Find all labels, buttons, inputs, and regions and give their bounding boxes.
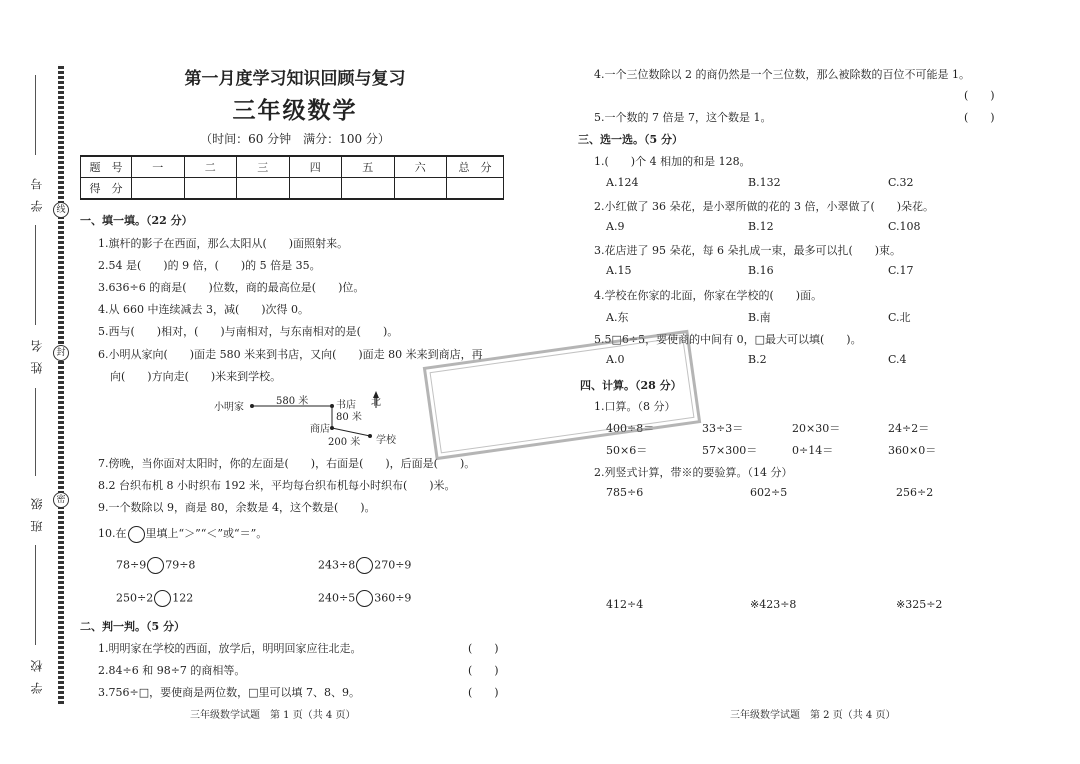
compare-left: 78÷9 (116, 558, 147, 572)
oral-item: 0÷14＝ (792, 444, 834, 457)
vertical-item: 256÷2 (896, 486, 934, 499)
compare-left: 250÷2 (116, 591, 154, 605)
school-label: 学校 (30, 650, 44, 694)
question-1-3: 3.636÷6 的商是( )位数，商的最高位是( )位。 (98, 281, 365, 294)
answer-paren[interactable]: ( ) (964, 89, 995, 102)
choice-option-b[interactable]: B.16 (748, 264, 774, 277)
binding-mark-secret: 密 (53, 492, 69, 508)
binding-mark-seal: 封 (53, 345, 69, 361)
footer-page-1: 三年级数学试题 第 1 页（共 4 页） (190, 710, 356, 721)
compare-circle[interactable] (356, 557, 373, 574)
oral-item: 50×6＝ (606, 444, 648, 457)
section2-heading: 二、判一判。（5 分） (80, 620, 185, 633)
oral-calc-heading: 1.口算。（8 分） (594, 400, 676, 413)
oral-item: 20×30＝ (792, 422, 841, 435)
choice-option-b[interactable]: B.132 (748, 176, 781, 189)
binding-rule (35, 388, 36, 476)
choice-option-b[interactable]: B.南 (748, 311, 771, 324)
map-school: 学校 (376, 435, 396, 446)
oral-item: 57×300＝ (702, 444, 758, 457)
judge-item-2: 2.84÷6 和 98÷7 的商相等。 (98, 664, 246, 677)
choice-option-a[interactable]: A.东 (606, 311, 629, 324)
score-input-cell[interactable] (394, 178, 447, 200)
choice-option-c[interactable]: C.北 (888, 311, 911, 324)
map-north: 北 (371, 397, 381, 408)
judge-item-5: 5.一个数的 7 倍是 7，这个数是 1。 (594, 111, 772, 124)
section3-heading: 三、选一选。（5 分） (578, 133, 683, 146)
score-header-cell: 总 分 (447, 156, 504, 178)
vertical-calc-heading: 2.列竖式计算，带※的要验算。（14 分） (594, 466, 793, 479)
score-header-cell: 四 (289, 156, 342, 178)
compare-right: 122 (172, 591, 194, 605)
question-1-7: 7.傍晚，当你面对太阳时，你的左面是( )，右面是( )，后面是( )。 (98, 457, 476, 470)
score-input-cell[interactable] (447, 178, 504, 200)
choice-question-2: 2.小红做了 36 朵花，是小翠所做的花的 3 倍，小翠做了( )朵花。 (594, 200, 935, 213)
compare-item (318, 557, 411, 574)
question-1-10-prefix: 10.在 (98, 527, 127, 540)
choice-option-b[interactable]: B.2 (748, 353, 767, 366)
vertical-item: ※423÷8 (750, 598, 797, 611)
score-header-cell: 二 (184, 156, 237, 178)
vertical-item: 602÷5 (750, 486, 788, 499)
score-header-cell: 六 (394, 156, 447, 178)
score-header-cell: 三 (237, 156, 290, 178)
score-table (80, 155, 504, 200)
choice-option-a[interactable]: A.0 (606, 353, 625, 366)
name-label: 姓名 (30, 330, 44, 374)
question-1-1: 1.旗杆的影子在西面，那么太阳从( )面照射来。 (98, 237, 349, 250)
compare-left: 243÷8 (318, 558, 356, 572)
map-bookstore: 书店 (336, 400, 356, 411)
compare-item (318, 590, 411, 607)
question-1-4: 4.从 660 中连续减去 3，减( )次得 0。 (98, 303, 310, 316)
choice-option-a[interactable]: A.124 (606, 176, 639, 189)
map-shop: 商店 (310, 424, 330, 435)
compare-circle[interactable] (356, 590, 373, 607)
choice-question-1: 1.( )个 4 相加的和是 128。 (594, 155, 751, 168)
compare-circle (128, 526, 145, 543)
choice-question-4: 4.学校在你家的北面，你家在学校的( )面。 (594, 289, 823, 302)
compare-left: 240÷5 (318, 591, 356, 605)
score-header-cell: 一 (132, 156, 185, 178)
choice-option-b[interactable]: B.12 (748, 220, 774, 233)
vertical-item: 785÷6 (606, 486, 644, 499)
vertical-item: ※325÷2 (896, 598, 943, 611)
choice-option-c[interactable]: C.108 (888, 220, 921, 233)
compare-circle[interactable] (154, 590, 171, 607)
question-1-6: 6.小明从家向( )面走 580 米来到书店，又向( )面走 80 米来到商店，再 (98, 348, 483, 361)
map-distance-2: 80 米 (336, 412, 362, 423)
compare-right: 79÷8 (165, 558, 196, 572)
section1-heading: 一、填一填。（22 分） (80, 214, 193, 227)
student-id-label: 学号 (30, 168, 44, 212)
map-distance-3: 200 米 (328, 437, 361, 448)
choice-question-5: 5.5□6÷5，要使商的中间有 0，□最大可以填( )。 (594, 333, 862, 346)
score-input-cell[interactable] (184, 178, 237, 200)
choice-option-c[interactable]: C.4 (888, 353, 907, 366)
section4-heading: 四、计算。（28 分） (580, 379, 682, 392)
compare-right: 360÷9 (374, 591, 412, 605)
question-1-9: 9.一个数除以 9，商是 80，余数是 4，这个数是( )。 (98, 501, 376, 514)
map-home: 小明家 (214, 402, 244, 413)
map-distance-1: 580 米 (276, 396, 309, 407)
question-1-10 (98, 525, 267, 543)
score-input-cell[interactable] (342, 178, 395, 200)
binding-rule (35, 75, 36, 155)
score-row-label: 得 分 (81, 178, 132, 200)
answer-paren[interactable]: ( ) (964, 111, 995, 124)
choice-option-c[interactable]: C.17 (888, 264, 914, 277)
binding-rule (35, 225, 36, 325)
answer-paren[interactable]: ( ) (468, 664, 499, 677)
binding-line (58, 66, 64, 706)
question-1-5: 5.西与( )相对，( )与南相对，与东南相对的是( )。 (98, 325, 399, 338)
score-header-cell: 题 号 (81, 156, 132, 178)
judge-item-3: 3.756÷□，要使商是两位数，□里可以填 7、8、9。 (98, 686, 360, 699)
oral-item: 33÷3＝ (702, 422, 744, 435)
binding-rule (35, 545, 36, 645)
question-1-10-suffix: 里填上“＞”“＜”或“＝”。 (145, 527, 268, 540)
class-label: 班级 (30, 488, 44, 532)
binding-mark-line: 线 (53, 202, 69, 218)
question-1-2: 2.54 是( )的 9 倍，( )的 5 倍是 35。 (98, 259, 321, 272)
compare-right: 270÷9 (374, 558, 412, 572)
oral-item: 400÷8＝ (606, 422, 655, 435)
score-header-cell: 五 (342, 156, 395, 178)
score-input-cell[interactable] (289, 178, 342, 200)
exam-subject: 三年级数学 (232, 97, 358, 124)
oral-item: 360×0＝ (888, 444, 937, 457)
score-input-cell[interactable] (237, 178, 290, 200)
judge-item-1: 1.明明家在学校的西面，放学后，明明回家应往北走。 (98, 642, 362, 655)
oral-item: 24÷2＝ (888, 422, 930, 435)
answer-paren[interactable]: ( ) (468, 642, 499, 655)
choice-question-3: 3.花店进了 95 朵花，每 6 朵扎成一束，最多可以扎( )束。 (594, 244, 902, 257)
answer-paren[interactable]: ( ) (468, 686, 499, 699)
score-input-cell[interactable] (132, 178, 185, 200)
exam-info: （时间：60 分钟 满分：100 分） (200, 132, 390, 146)
footer-page-2: 三年级数学试题 第 2 页（共 4 页） (730, 710, 896, 721)
choice-option-a[interactable]: A.9 (606, 220, 625, 233)
vertical-item: 412÷4 (606, 598, 644, 611)
exam-title: 第一月度学习知识回顾与复习 (184, 69, 406, 89)
compare-item (116, 590, 193, 607)
compare-item (116, 557, 195, 574)
question-1-6-cont: 向( )方向走( )米来到学校。 (110, 370, 282, 383)
choice-option-a[interactable]: A.15 (606, 264, 632, 277)
choice-option-c[interactable]: C.32 (888, 176, 914, 189)
judge-item-4: 4.一个三位数除以 2 的商仍然是一个三位数，那么被除数的百位不可能是 1。 (594, 68, 970, 81)
compare-circle[interactable] (147, 557, 164, 574)
question-1-8: 8.2 台织布机 8 小时织布 192 米，平均每台织布机每小时织布( )米。 (98, 479, 456, 492)
